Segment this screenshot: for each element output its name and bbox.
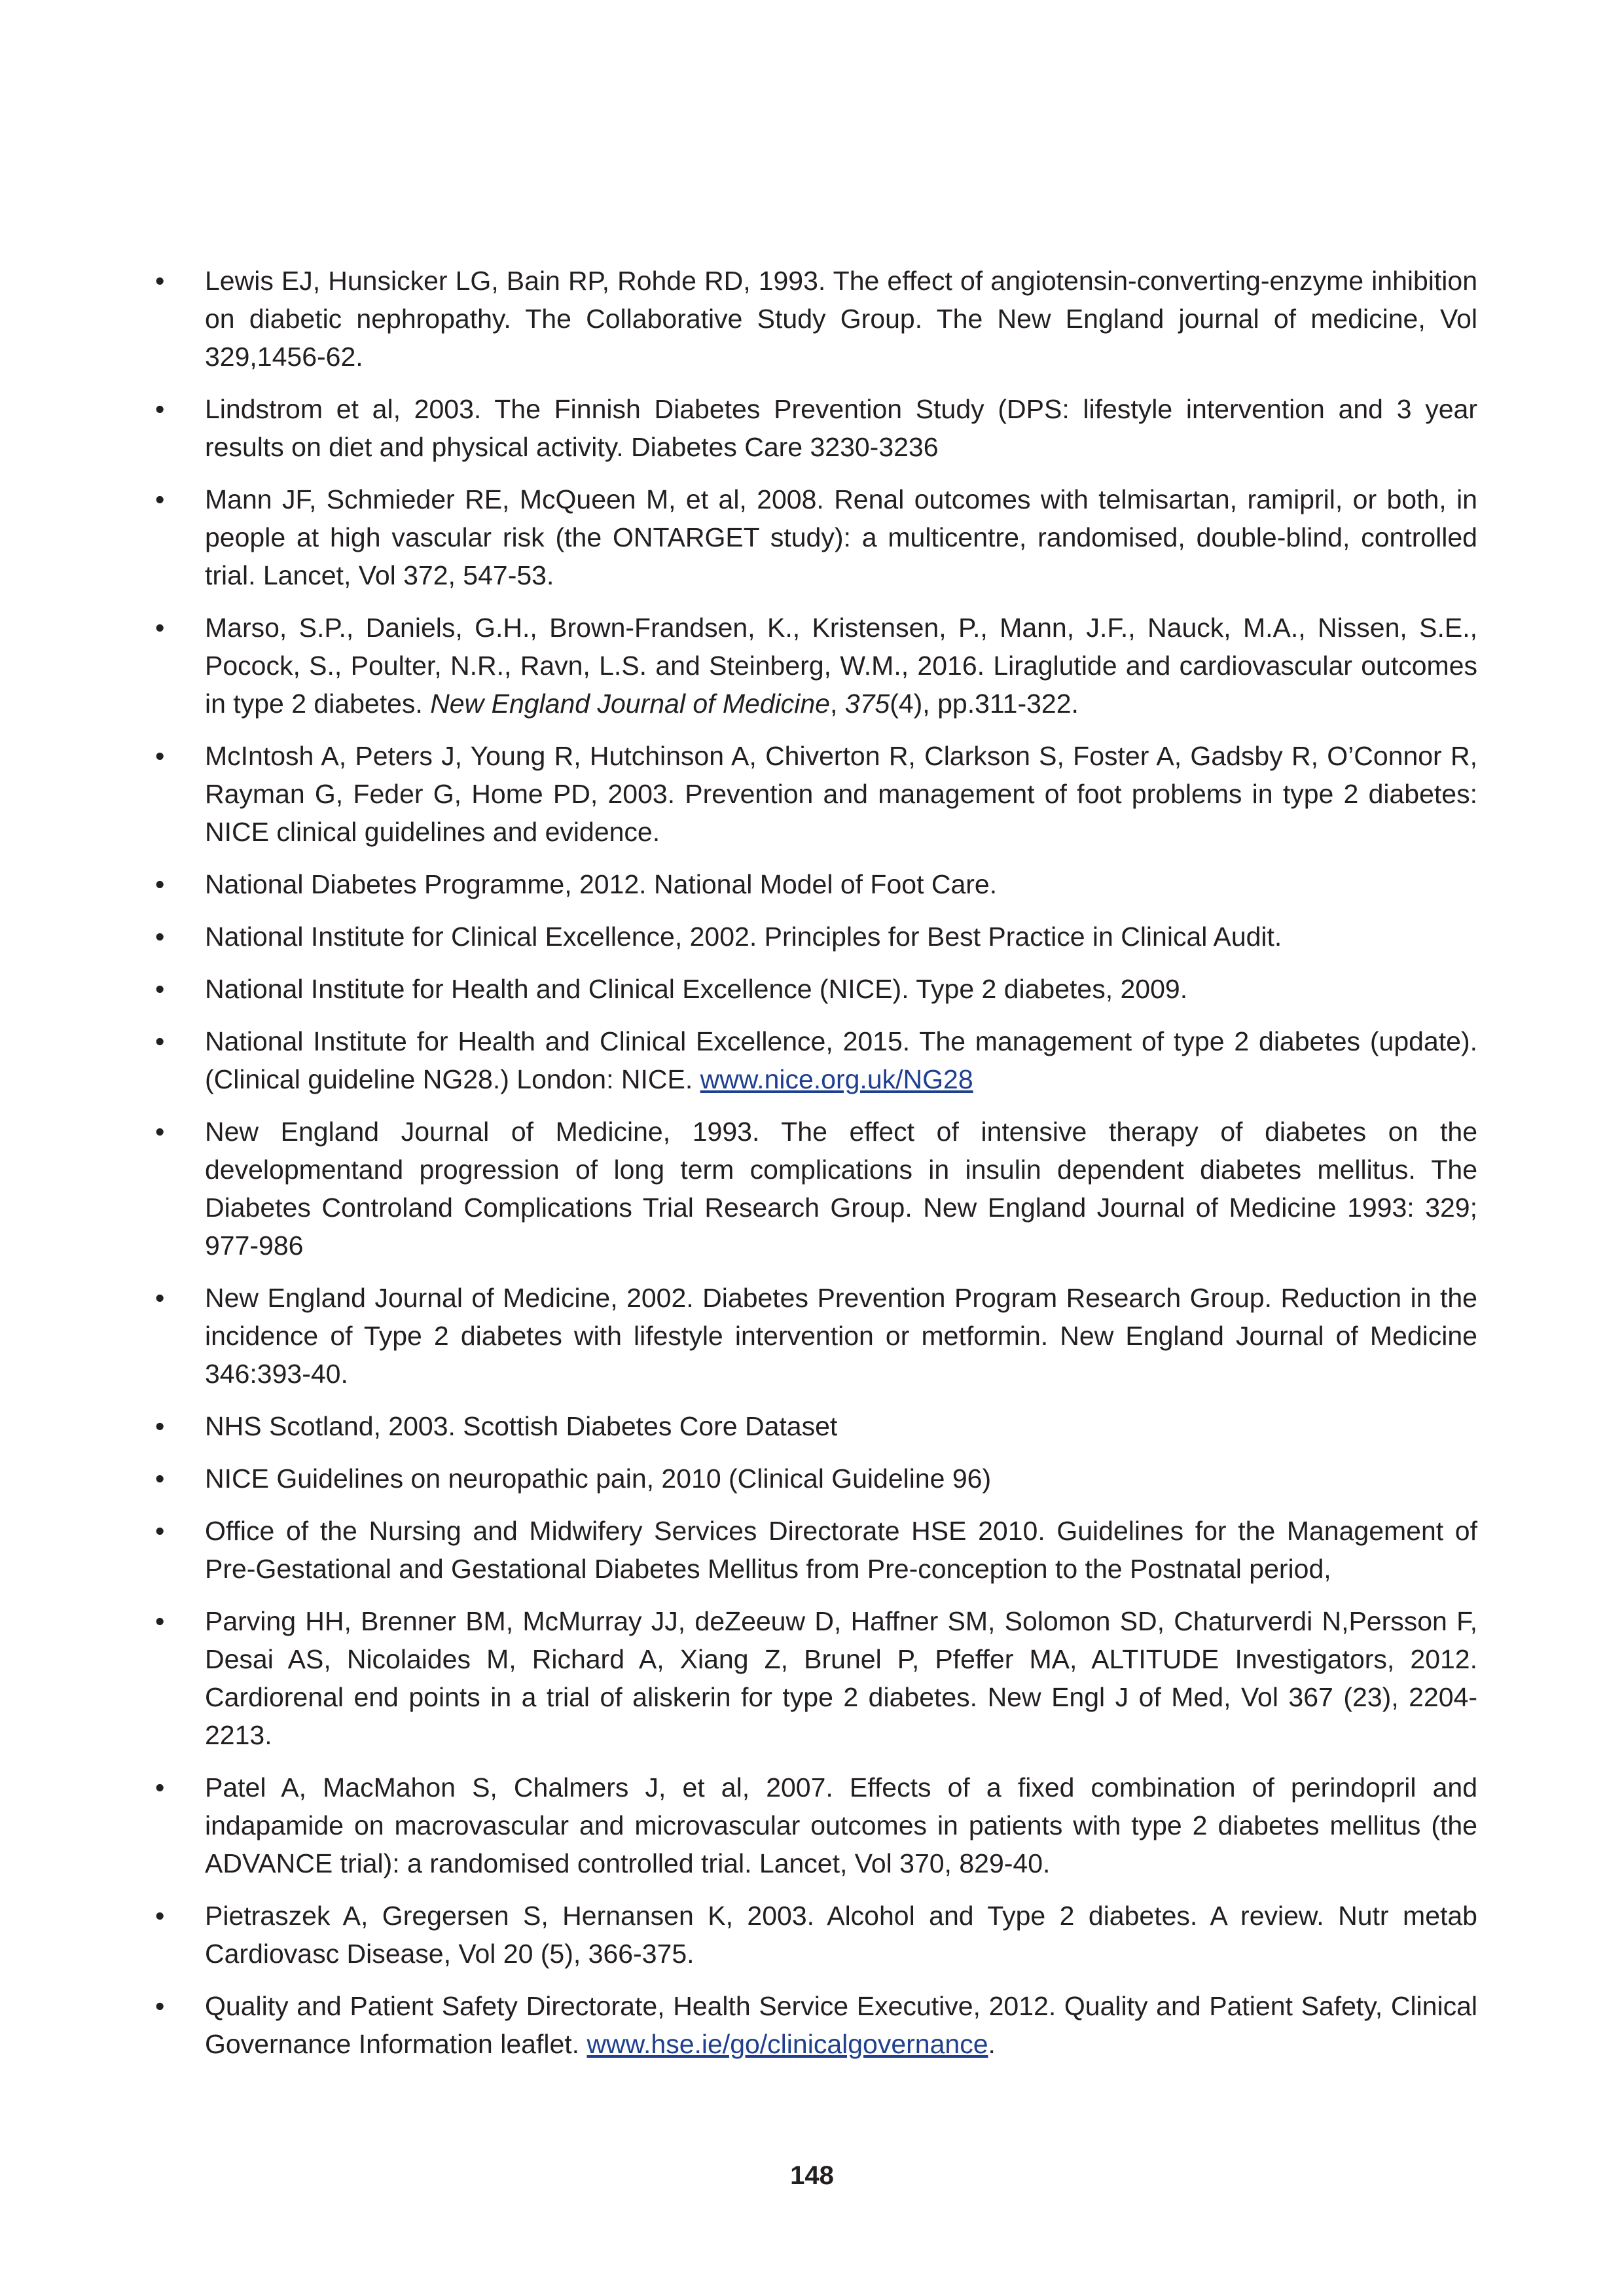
- reference-text: Quality and Patient Safety Directorate, Health Service Executive, 2012. Quality and Patient Safety, Clinical Governance Information leaflet.: [205, 1991, 1477, 2059]
- bullet: •: [155, 741, 165, 771]
- reference-item: [155, 1407, 1477, 1445]
- page-number: 148: [790, 2161, 834, 2190]
- reference-text: Lewis EJ, Hunsicker LG, Bain RP, Rohde RD, 1993. The effect of angiotensin-converting-enzyme inhibition on diabetic nephropathy. The Collaborative Study Group. The New England journal of medicine, Vol 329,1456-62.: [205, 266, 1477, 372]
- reference-item: [155, 737, 1477, 851]
- reference-text: .: [988, 2029, 996, 2059]
- bullet: •: [155, 1026, 165, 1056]
- journal-volume: 375: [844, 689, 890, 719]
- bullet: •: [155, 1901, 165, 1931]
- reference-text: McIntosh A, Peters J, Young R, Hutchinson A, Chiverton R, Clarkson S, Foster A, Gadsby R, O’Connor R, Rayman G, Feder G, Home PD, 2003. Prevention and management of foot problems in type 2 diabetes: NICE clinical guidelines and evidence.: [205, 741, 1477, 847]
- bullet: •: [155, 266, 165, 296]
- reference-item: [155, 1768, 1477, 1882]
- bullet: •: [155, 1411, 165, 1441]
- bullet: •: [155, 613, 165, 643]
- reference-item: [155, 1113, 1477, 1265]
- reference-list: [155, 262, 1477, 2077]
- reference-text: Mann JF, Schmieder RE, McQueen M, et al, 2008. Renal outcomes with telmisartan, ramipril, or both, in people at high vascular risk (the ONTARGET study): a multicentre, randomised, double-blind, controlled trial. Lancet, Vol 372, 547-53.: [205, 484, 1477, 590]
- reference-text: Lindstrom et al, 2003. The Finnish Diabetes Prevention Study (DPS: lifestyle intervention and 3 year results on diet and physical activity. Diabetes Care 3230-3236: [205, 394, 1477, 462]
- reference-text: National Institute for Health and Clinical Excellence, 2015. The management of type 2 diabetes (update). (Clinical guideline NG28.) London: NICE.: [205, 1026, 1477, 1094]
- reference-item: [155, 1022, 1477, 1098]
- reference-text: NHS Scotland, 2003. Scottish Diabetes Core Dataset: [205, 1411, 838, 1441]
- bullet: •: [155, 1772, 165, 1803]
- reference-item: [155, 1897, 1477, 1973]
- reference-item: [155, 609, 1477, 723]
- bullet: •: [155, 484, 165, 514]
- reference-text: Pietraszek A, Gregersen S, Hernansen K, 2003. Alcohol and Type 2 diabetes. A review. Nutr metab Cardiovasc Disease, Vol 20 (5), 366-375.: [205, 1901, 1477, 1969]
- nice-ng28-link[interactable]: www.nice.org.uk/NG28: [700, 1064, 973, 1094]
- reference-item: [155, 480, 1477, 594]
- bullet: •: [155, 1117, 165, 1147]
- bullet: •: [155, 1516, 165, 1546]
- reference-item: [155, 1987, 1477, 2063]
- reference-item: [155, 1460, 1477, 1498]
- bullet: •: [155, 1606, 165, 1636]
- reference-item: [155, 1602, 1477, 1754]
- reference-item: [155, 918, 1477, 956]
- reference-text: Patel A, MacMahon S, Chalmers J, et al, 2007. Effects of a fixed combination of perindopril and indapamide on macrovascular and microvascular outcomes in patients with type 2 diabetes mellitus (the ADVANCE trial): a randomised controlled trial. Lancet, Vol 370, 829-40.: [205, 1772, 1477, 1878]
- reference-text: Parving HH, Brenner BM, McMurray JJ, deZeeuw D, Haffner SM, Solomon SD, Chaturverdi N,Persson F, Desai AS, Nicolaides M, Richard A, Xiang Z, Brunel P, Pfeffer MA, ALTITUDE Investigators, 2012. Cardiorenal end points in a trial of aliskerin for type 2 diabetes. New Engl J of Med, Vol 367 (23), 2204-2213.: [205, 1606, 1477, 1750]
- reference-item: [155, 1279, 1477, 1393]
- reference-item: [155, 970, 1477, 1008]
- bullet: •: [155, 869, 165, 899]
- reference-item: [155, 865, 1477, 903]
- bullet: •: [155, 922, 165, 952]
- reference-text: Marso, S.P., Daniels, G.H., Brown-Frandsen, K., Kristensen, P., Mann, J.F., Nauck, M.A., Nissen, S.E., Pocock, S., Poulter, N.R., Ravn, L.S. and Steinberg, W.M., 2016. Liraglutide and cardiovascular outcomes in type 2 diabetes.: [205, 613, 1477, 719]
- bullet: •: [155, 1463, 165, 1494]
- reference-text: NICE Guidelines on neuropathic pain, 2010 (Clinical Guideline 96): [205, 1463, 992, 1494]
- journal-title: New England Journal of Medicine: [430, 689, 830, 719]
- reference-text: New England Journal of Medicine, 1993. The effect of intensive therapy of diabetes on the developmentand progression of long term complications in insulin dependent diabetes mellitus. The Diabetes Controland Complications Trial Research Group. New England Journal of Medicine 1993: 329; 977-986: [205, 1117, 1477, 1261]
- reference-text: National Diabetes Programme, 2012. National Model of Foot Care.: [205, 869, 998, 899]
- bullet: •: [155, 394, 165, 424]
- hse-clinical-governance-link[interactable]: www.hse.ie/go/clinicalgovernance: [586, 2029, 988, 2059]
- bullet: •: [155, 974, 165, 1004]
- reference-item: [155, 390, 1477, 466]
- bullet: •: [155, 1283, 165, 1313]
- bullet: •: [155, 1991, 165, 2021]
- reference-item: [155, 1512, 1477, 1588]
- reference-text: ,: [829, 689, 845, 719]
- reference-text: (4), pp.311-322.: [890, 689, 1079, 719]
- reference-text: National Institute for Clinical Excellence, 2002. Principles for Best Practice in Clinical Audit.: [205, 922, 1282, 952]
- reference-text: National Institute for Health and Clinical Excellence (NICE). Type 2 diabetes, 2009.: [205, 974, 1188, 1004]
- reference-item: [155, 262, 1477, 376]
- reference-text: Office of the Nursing and Midwifery Services Directorate HSE 2010. Guidelines for the Management of Pre-Gestational and Gestational Diabetes Mellitus from Pre-conception to the Postnatal period,: [205, 1516, 1477, 1584]
- reference-text: New England Journal of Medicine, 2002. Diabetes Prevention Program Research Group. Reduction in the incidence of Type 2 diabetes with lifestyle intervention or metformin. New England Journal of Medicine 346:393-40.: [205, 1283, 1477, 1389]
